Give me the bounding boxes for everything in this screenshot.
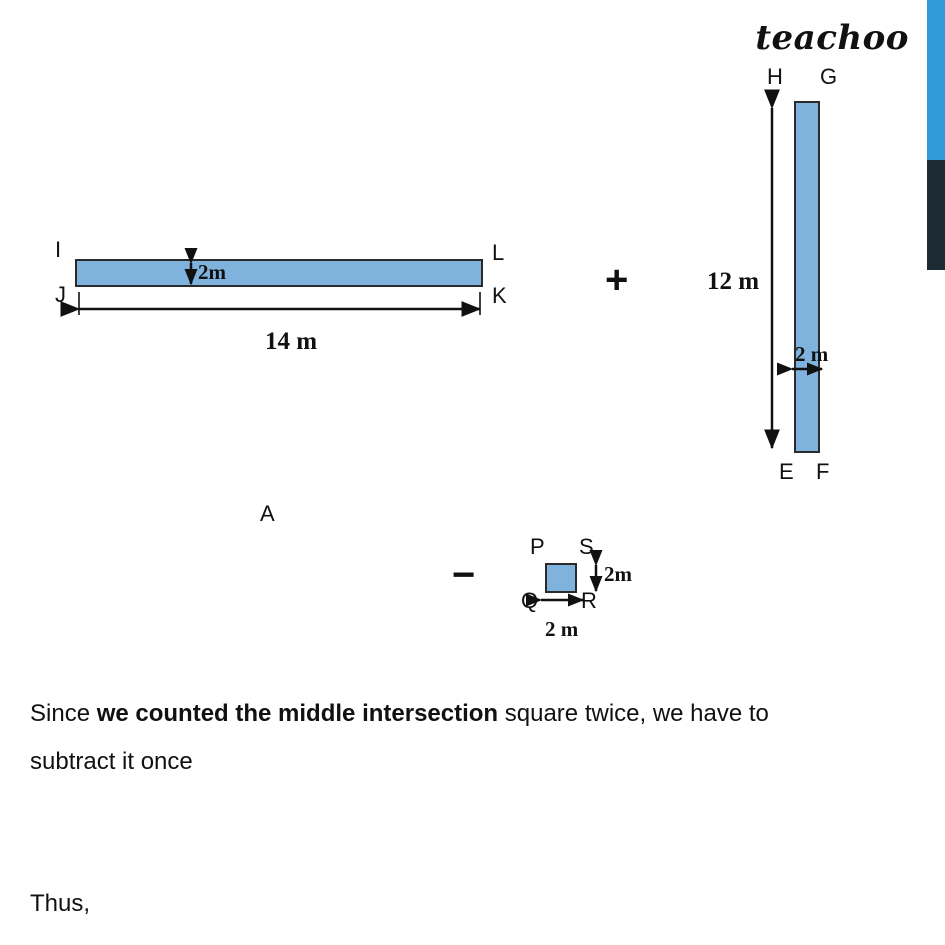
label-R: R (581, 588, 597, 613)
text-line1-part2: square twice, we have to (498, 700, 769, 727)
label-E: E (779, 459, 794, 484)
minus-operator: − (452, 553, 476, 597)
label-H: H (767, 64, 783, 89)
thus-line: Thus, (30, 890, 91, 917)
horizontal-bar-thickness-label: 2m (198, 260, 226, 284)
horizontal-bar-length-label: 14 m (265, 328, 318, 355)
text-line1-bold: we counted the middle intersection (96, 700, 499, 727)
vertical-bar-height-label: 12 m (707, 268, 760, 295)
vertical-bar-width-label: 2 m (795, 342, 829, 366)
vertical-bar-shape (794, 101, 820, 453)
label-K: K (492, 283, 507, 308)
label-Q: Q (521, 588, 539, 613)
label-A: A (260, 501, 275, 526)
label-J: J (55, 282, 66, 307)
horizontal-bar-shape (75, 259, 483, 287)
text-line2: subtract it once (30, 748, 193, 775)
label-G: G (820, 64, 838, 89)
right-edge-blue-bar (927, 0, 945, 160)
label-I: I (55, 237, 62, 262)
label-P: P (530, 534, 545, 559)
small-square-height-label: 2m (604, 562, 632, 586)
teachoo-logo: teachoo (755, 18, 909, 58)
right-edge-dark-bar (927, 160, 945, 270)
label-L: L (492, 240, 505, 265)
explanation-paragraph (30, 690, 920, 786)
small-square-shape (545, 563, 577, 593)
label-F: F (816, 459, 830, 484)
label-S: S (579, 534, 594, 559)
small-square-width-label: 2 m (545, 617, 579, 641)
plus-operator: + (605, 258, 629, 302)
text-line1-part1: Since (30, 700, 97, 727)
